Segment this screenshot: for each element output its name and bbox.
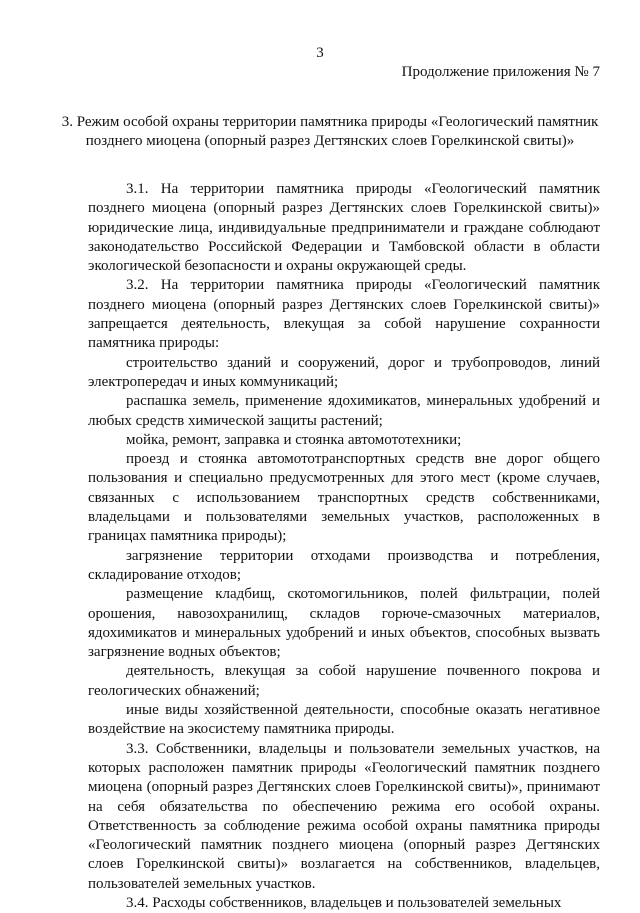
section-title: 3. Режим особой охраны территории памятника природы «Геологический памятник позднего миоцена (опорный разрез Дегтянских слоев Горелкинской свиты)»: [61, 114, 599, 149]
prohibition-item-ploughing: распашка земель, применение ядохимикатов, минеральных удобрений и любых средств химической защиты растений;: [88, 393, 600, 429]
paragraph-3-3: 3.3. Собственники, владельцы и пользователи земельных участков, на которых расположен памятник природы «Геологический памятник позднего миоцена (опорный разрез Дегтянских слоев Горелкинской свиты)», принимают на себя обязательства по обеспечению режима его особой охраны. Ответственность за соблюдение режима особой охраны памятника природы «Геологический памятник позднего миоцена (опорный разрез Дегтянских слоев Горелкинской свиты)» возлагается на собственников, владельцев, пользователей земельных участков.: [88, 740, 600, 892]
prohibition-item-other: иные виды хозяйственной деятельности, способные оказать негативное воздействие на экосистему памятника природы.: [88, 702, 600, 738]
prohibition-item-vehicle-service: мойка, ремонт, заправка и стоянка автомототехники;: [126, 431, 462, 448]
paragraph-3-2: 3.2. На территории памятника природы «Геологический памятник позднего миоцена (опорный разрез Дегтянских слоев Горелкинской свиты)» запрещается деятельность, влекущая за собой нарушение сохранности памятника природы:: [88, 277, 600, 352]
prohibition-item-vehicle-traffic: проезд и стоянка автомототранспортных средств вне дорог общего пользования и специально предусмотренных для этого мест (кроме случаев, связанных с использованием транспортных средств собственниками, владельцами и пользователями земельных участков, расположенных в границах памятника природы);: [88, 451, 600, 545]
appendix-continuation-note: Продолжение приложения № 7: [401, 64, 600, 80]
page-number: 3: [316, 45, 324, 61]
paragraph-3-4: 3.4. Расходы собственников, владельцев и пользователей земельных: [126, 894, 562, 911]
prohibition-item-construction: строительство зданий и сооружений, дорог и трубопроводов, линий электропередач и иных коммуникаций;: [88, 354, 600, 390]
prohibition-item-placement: размещение кладбищ, скотомогильников, полей фильтрации, полей орошения, навозохранилищ, складов горюче-смазочных материалов, ядохимикатов и минеральных удобрений и иных объектов, способных вызвать загрязнение водных объектов;: [88, 586, 600, 661]
prohibition-item-waste: загрязнение территории отходами производства и потребления, складирование отходов;: [88, 547, 600, 583]
prohibition-item-soil-damage: деятельность, влекущая за собой нарушение почвенного покрова и геологических обнажений;: [88, 663, 600, 699]
document-body: [88, 180, 600, 913]
paragraph-3-1: 3.1. На территории памятника природы «Геологический памятник позднего миоцена (опорный разрез Дегтянских слоев Горелкинской свиты)» юридические лица, индивидуальные предприниматели и граждане соблюдают законодательство Российской Федерации и Тамбовской области в области экологической безопасности и охраны окружающей среды.: [88, 181, 600, 275]
